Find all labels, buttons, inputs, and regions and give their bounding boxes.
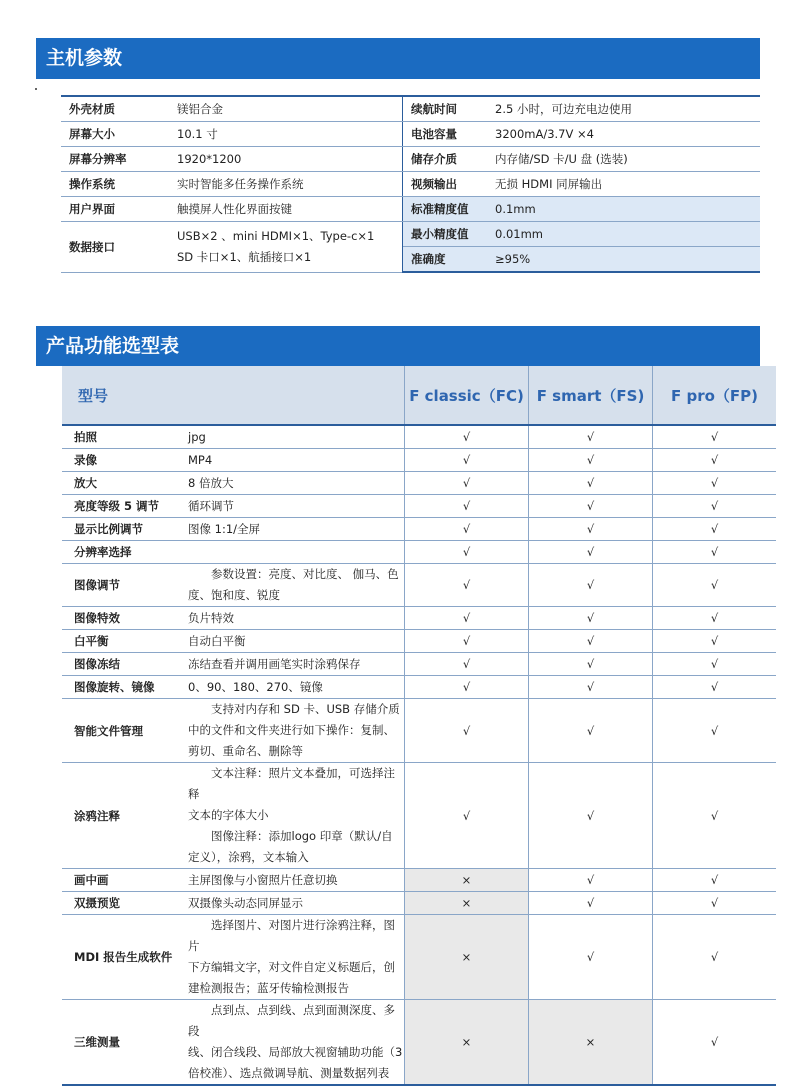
fs-support-mark: √: [529, 541, 653, 564]
fp-support-mark: √: [653, 518, 777, 541]
feature-desc-line: jpg: [188, 429, 206, 444]
fs-support-mark: √: [529, 699, 653, 763]
spec-row: [61, 172, 760, 197]
spec-value: 触摸屏人性化界面按键: [169, 197, 403, 222]
spec-value: ≥95%: [487, 247, 760, 273]
feature-desc-line: 0、90、180、270、镜像: [188, 679, 323, 694]
feature-name: 放大: [62, 472, 180, 495]
fp-support-mark: √: [653, 869, 777, 892]
feature-desc: [180, 763, 405, 869]
feature-desc-line: 冻结查看并调用画笔实时涂鸦保存: [188, 656, 361, 671]
feature-desc: [180, 699, 405, 763]
fp-support-mark: √: [653, 449, 777, 472]
fs-support-mark: √: [529, 869, 653, 892]
fp-support-mark: √: [653, 915, 777, 1000]
function-selection-table: [62, 366, 776, 1086]
spec-value: 0.01mm: [487, 222, 760, 247]
table-row: [62, 425, 776, 449]
feature-desc-line: 文本注释：照片文本叠加，可选择注释: [188, 766, 395, 801]
fp-support-mark: √: [653, 699, 777, 763]
header-fp: F pro（FP): [653, 366, 777, 425]
fp-support-mark: √: [653, 1000, 777, 1086]
spec-key: 最小精度值: [403, 222, 488, 247]
fs-support-mark: √: [529, 892, 653, 915]
feature-name: 图像冻结: [62, 653, 180, 676]
feature-desc: [180, 425, 405, 449]
spec-value: 实时智能多任务操作系统: [169, 172, 403, 197]
feature-desc: [180, 1000, 405, 1086]
feature-desc-line: 图像 1:1/全屏: [188, 521, 261, 536]
fs-support-mark: √: [529, 425, 653, 449]
spec-value: 2.5 小时，可边充电边使用: [487, 96, 760, 122]
table-row: [62, 630, 776, 653]
feature-desc-line: 双摄像头动态同屏显示: [188, 895, 303, 910]
function-table-body: [62, 425, 776, 1085]
feature-name: 三维测量: [62, 1000, 180, 1086]
fs-support-mark: √: [529, 676, 653, 699]
fc-support-mark: √: [405, 763, 529, 869]
spec-value: 0.1mm: [487, 197, 760, 222]
host-params-title: 主机参数: [46, 47, 123, 69]
fs-support-mark: √: [529, 653, 653, 676]
feature-desc: [180, 472, 405, 495]
fc-support-mark: ×: [405, 1000, 529, 1086]
feature-desc-line: 主屏图像与小窗照片任意切换: [188, 872, 338, 887]
fs-support-mark: √: [529, 607, 653, 630]
feature-desc: [180, 449, 405, 472]
spec-value-line: SD 卡口×1、航插接口×1: [177, 249, 312, 264]
fc-support-mark: √: [405, 699, 529, 763]
feature-desc-line: 下方编辑文字，对文件自定义标题后，创: [188, 960, 395, 974]
fs-support-mark: √: [529, 915, 653, 1000]
fs-support-mark: √: [529, 449, 653, 472]
feature-desc-line: 定义），涂鸦，文本输入: [188, 850, 309, 864]
fc-support-mark: ×: [405, 892, 529, 915]
fc-support-mark: √: [405, 449, 529, 472]
spec-value: 10.1 寸: [169, 122, 403, 147]
host-params-table: [61, 95, 760, 273]
spec-key: 视频输出: [403, 172, 488, 197]
fp-support-mark: √: [653, 425, 777, 449]
spec-key: 数据接口: [61, 222, 169, 273]
feature-desc: [180, 541, 405, 564]
feature-name: 图像特效: [62, 607, 180, 630]
table-row: [62, 869, 776, 892]
spec-key: 外壳材质: [61, 96, 169, 122]
fc-support-mark: √: [405, 541, 529, 564]
spec-row: [61, 122, 760, 147]
spec-key: 屏幕分辨率: [61, 147, 169, 172]
fc-support-mark: √: [405, 630, 529, 653]
feature-name: 拍照: [62, 425, 180, 449]
fs-support-mark: √: [529, 763, 653, 869]
feature-desc: [180, 892, 405, 915]
table-row: [62, 763, 776, 869]
feature-desc: [180, 653, 405, 676]
fp-support-mark: √: [653, 472, 777, 495]
fc-support-mark: √: [405, 495, 529, 518]
spec-value: 内存储/SD 卡/U 盘 (选装): [487, 147, 760, 172]
spec-row: [61, 222, 760, 247]
feature-desc: [180, 676, 405, 699]
fs-support-mark: √: [529, 472, 653, 495]
feature-desc-line: MP4: [188, 452, 213, 467]
feature-name: 画中画: [62, 869, 180, 892]
feature-desc-line: 参数设置：亮度、对比度、 伽马、色: [211, 567, 399, 581]
table-row: [62, 915, 776, 1000]
feature-desc-line: 循环调节: [188, 498, 234, 513]
feature-desc: [180, 518, 405, 541]
fc-support-mark: ×: [405, 869, 529, 892]
header-model: 型号: [62, 366, 405, 425]
table-row: [62, 449, 776, 472]
feature-desc: [180, 915, 405, 1000]
stray-dot: [35, 88, 37, 90]
feature-name: 分辨率选择: [62, 541, 180, 564]
feature-desc-line: 支持对内存和 SD 卡、USB 存储介质: [211, 702, 400, 716]
func-table-title: 产品功能选型表: [46, 335, 180, 357]
fc-support-mark: √: [405, 676, 529, 699]
feature-desc-line: 剪切、重命名、删除等: [188, 744, 303, 758]
feature-desc-line: 线、闭合线段、局部放大视窗辅助功能（3: [188, 1045, 403, 1059]
fc-support-mark: √: [405, 425, 529, 449]
table-row: [62, 676, 776, 699]
fs-support-mark: √: [529, 495, 653, 518]
fp-support-mark: √: [653, 564, 777, 607]
fc-support-mark: ×: [405, 915, 529, 1000]
fc-support-mark: √: [405, 653, 529, 676]
table-row: [62, 1000, 776, 1086]
fp-support-mark: √: [653, 676, 777, 699]
table-row: [62, 892, 776, 915]
fp-support-mark: √: [653, 892, 777, 915]
table-row: [62, 653, 776, 676]
func-table-banner: [36, 326, 760, 366]
feature-name: 智能文件管理: [62, 699, 180, 763]
table-row: [62, 495, 776, 518]
spec-key: 标准精度值: [403, 197, 488, 222]
feature-desc-line: 选择图片、对图片进行涂鸦注释，图片: [188, 918, 395, 953]
feature-name: 涂鸦注释: [62, 763, 180, 869]
fp-support-mark: √: [653, 763, 777, 869]
feature-name: 白平衡: [62, 630, 180, 653]
fp-support-mark: √: [653, 607, 777, 630]
feature-desc-line: 中的文件和文件夹进行如下操作：复制、: [188, 723, 395, 737]
feature-name: 图像调节: [62, 564, 180, 607]
header-fs: F smart（FS): [529, 366, 653, 425]
spec-key: 续航时间: [403, 96, 488, 122]
feature-desc-line: [188, 542, 404, 563]
feature-desc-line: 度、饱和度、锐度: [188, 588, 280, 602]
table-row: [62, 699, 776, 763]
spec-value: 1920*1200: [169, 147, 403, 172]
fp-support-mark: √: [653, 541, 777, 564]
table-row: [62, 518, 776, 541]
feature-name: 显示比例调节: [62, 518, 180, 541]
feature-desc-line: 自动白平衡: [188, 633, 246, 648]
feature-name: MDI 报告生成软件: [62, 915, 180, 1000]
feature-name: 图像旋转、镜像: [62, 676, 180, 699]
spec-row: [61, 197, 760, 222]
table-row: [62, 472, 776, 495]
fs-support-mark: √: [529, 564, 653, 607]
feature-desc-line: 建检测报告；蓝牙传输检测报告: [188, 981, 349, 995]
fp-support-mark: √: [653, 653, 777, 676]
spec-row: [61, 147, 760, 172]
feature-desc: [180, 607, 405, 630]
spec-value: 3200mA/3.7V ×4: [487, 122, 760, 147]
feature-desc-line: 8 倍放大: [188, 475, 234, 490]
fp-support-mark: √: [653, 630, 777, 653]
spec-key: 准确度: [403, 247, 488, 273]
feature-name: 录像: [62, 449, 180, 472]
fc-support-mark: √: [405, 607, 529, 630]
spec-key: 储存介质: [403, 147, 488, 172]
feature-desc-line: 点到点、点到线、点到面测深度、多段: [188, 1003, 395, 1038]
feature-desc: [180, 869, 405, 892]
feature-desc: [180, 495, 405, 518]
fs-support-mark: √: [529, 518, 653, 541]
spec-value: 镁铝合金: [169, 96, 403, 122]
spec-key: 屏幕大小: [61, 122, 169, 147]
feature-desc-line: 文本的字体大小: [188, 808, 269, 822]
feature-desc: [180, 564, 405, 607]
spec-key: 电池容量: [403, 122, 488, 147]
feature-name: 双摄预览: [62, 892, 180, 915]
feature-desc-line: 图像注释：添加logo 印章（默认/自: [211, 829, 393, 843]
table-row: [62, 541, 776, 564]
fp-support-mark: √: [653, 495, 777, 518]
feature-desc: [180, 630, 405, 653]
spec-row: [61, 96, 760, 122]
spec-value: 无损 HDMI 同屏输出: [487, 172, 760, 197]
feature-desc-line: 负片特效: [188, 610, 234, 625]
spec-value-line: USB×2 、mini HDMI×1、Type-c×1: [177, 228, 375, 243]
spec-key: 操作系统: [61, 172, 169, 197]
header-fc: F classic（FC): [405, 366, 529, 425]
feature-name: 亮度等级 5 调节: [62, 495, 180, 518]
table-row: [62, 564, 776, 607]
fc-support-mark: √: [405, 472, 529, 495]
fc-support-mark: √: [405, 518, 529, 541]
fs-support-mark: √: [529, 630, 653, 653]
fs-support-mark: ×: [529, 1000, 653, 1086]
fc-support-mark: √: [405, 564, 529, 607]
table-row: [62, 607, 776, 630]
spec-key: 用户界面: [61, 197, 169, 222]
table-header-row: [62, 366, 776, 425]
feature-desc-line: 倍校准）、选点微调导航、测量数据列表: [188, 1066, 390, 1080]
spec-value-multiline: [169, 222, 403, 273]
host-params-banner: [36, 38, 760, 79]
